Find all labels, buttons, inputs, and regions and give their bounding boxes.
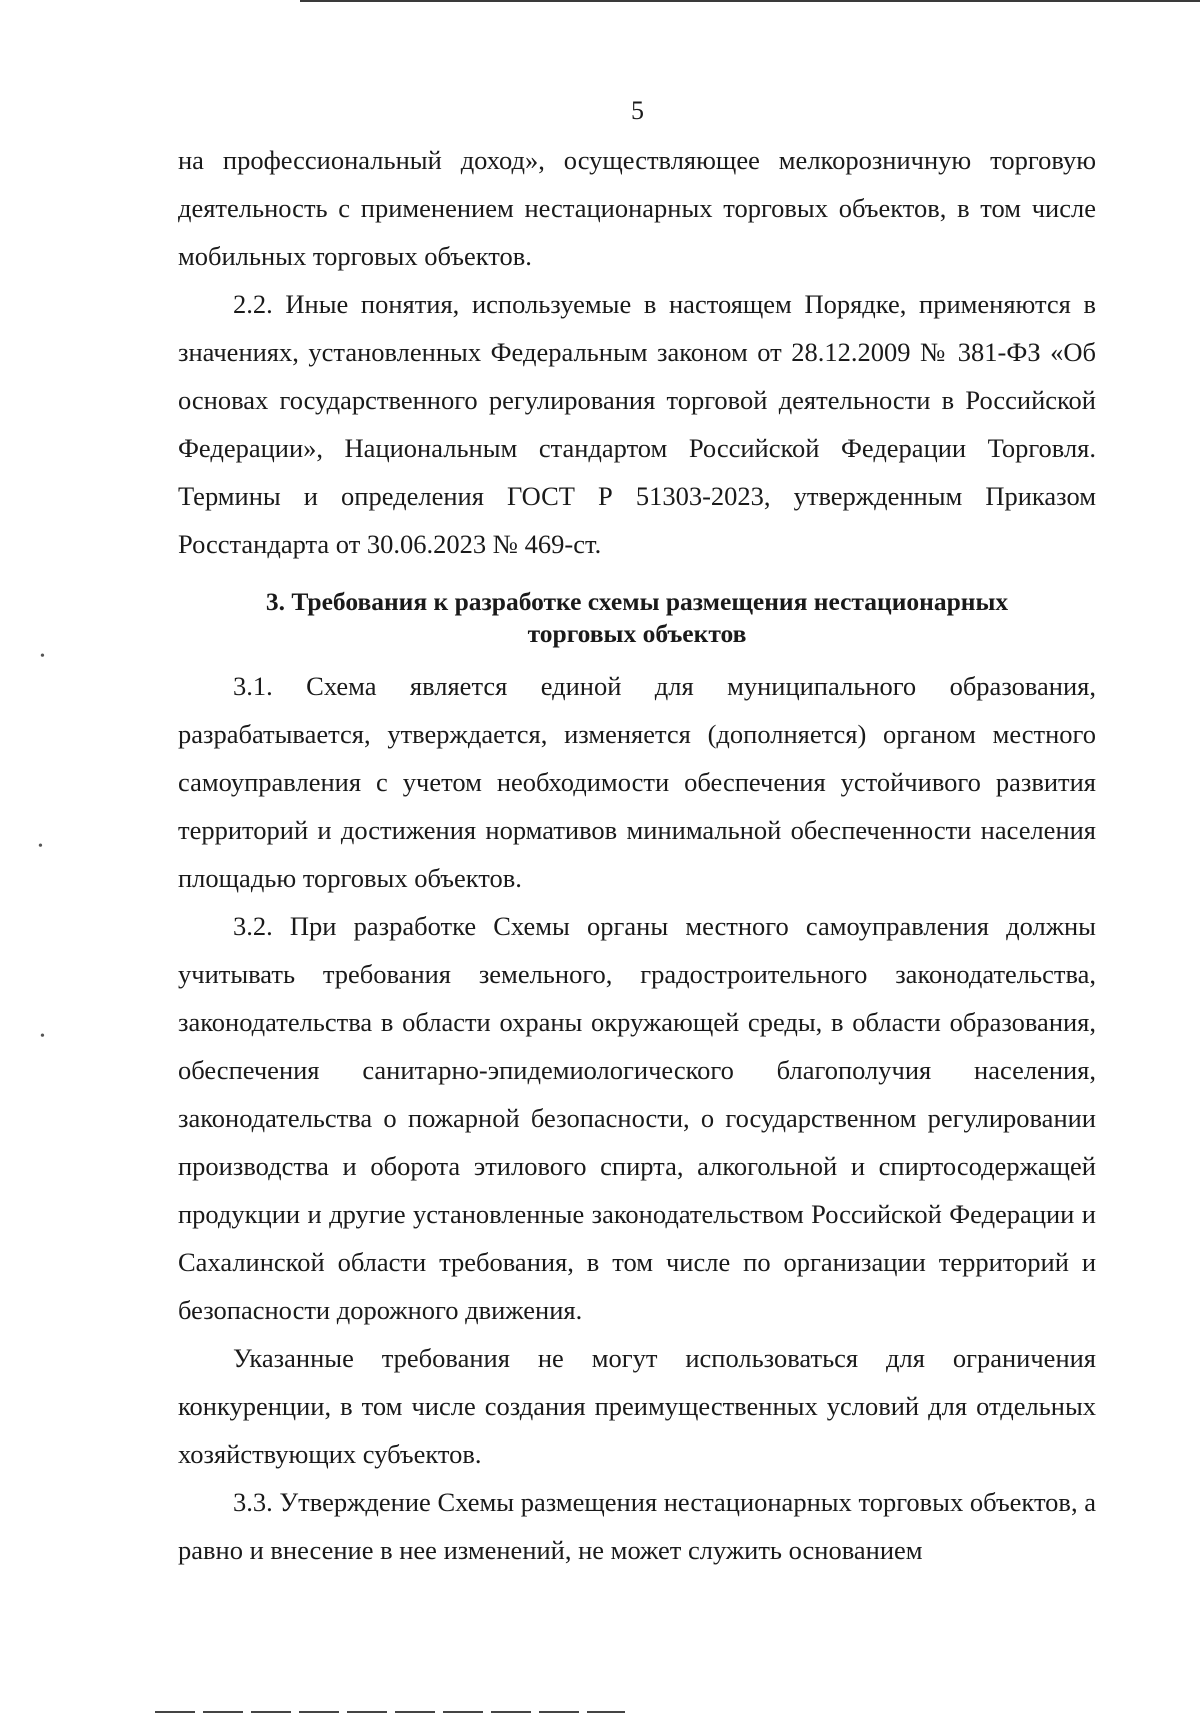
scan-speck: •	[40, 649, 45, 664]
section-3-heading	[178, 586, 1096, 650]
paragraph-3-1: 3.1. Схема является единой для муниципального образования, разрабатывается, утверждается, изменяется (дополняется) органом местного самоуправления с учетом необходимости обеспечения устойчивого развития территорий и достижения нормативов минимальной обеспеченности населения площадью торговых объектов.	[178, 671, 1096, 893]
paragraph-3-3: 3.3. Утверждение Схемы размещения нестационарных торговых объектов, а равно и внесение в нее изменений, не может служить основанием	[178, 1487, 1096, 1565]
scan-speck: •	[38, 839, 43, 854]
section-3-heading-line2: торговых объектов	[527, 619, 747, 648]
paragraph-continuation: на профессиональный доход», осуществляющее мелкорозничную торговую деятельность с применением нестационарных торговых объектов, в том числе мобильных торговых объектов.	[178, 145, 1096, 271]
document-body	[178, 136, 1096, 1574]
section-3-heading-line1: 3. Требования к разработке схемы размещения нестационарных	[265, 587, 1009, 616]
top-scan-edge	[300, 0, 1200, 2]
paragraph-3-2: 3.2. При разработке Схемы органы местного самоуправления должны учитывать требования земельного, градостроительного законодательства, законодательства в области охраны окружающей среды, в области образования, обеспечения санитарно-эпидемиологического благополучия населения, законодательства о пожарной безопасности, о государственном регулировании производства и оборота этилового спирта, алкогольной и спиртосодержащей продукции и другие установленные законодательством Российской Федерации и Сахалинской области требования, в том числе по организации территорий и безопасности дорожного движения.	[178, 911, 1096, 1325]
bottom-scan-edge	[155, 1711, 625, 1713]
paragraph-2-2: 2.2. Иные понятия, используемые в настоящем Порядке, применяются в значениях, установленных Федеральным законом от 28.12.2009 № 381-ФЗ «Об основах государственного регулирования торговой деятельности в Российской Федерации», Национальным стандартом Российской Федерации Торговля. Термины и определения ГОСТ Р 51303-2023, утвержденным Приказом Росстандарта от 30.06.2023 № 469-ст.	[178, 289, 1096, 559]
scan-speck: •	[40, 1029, 45, 1044]
page-number: 5	[631, 96, 644, 125]
paragraph-requirements-note: Указанные требования не могут использоваться для ограничения конкуренции, в том числе создания преимущественных условий для отдельных хозяйствующих субъектов.	[178, 1343, 1096, 1469]
